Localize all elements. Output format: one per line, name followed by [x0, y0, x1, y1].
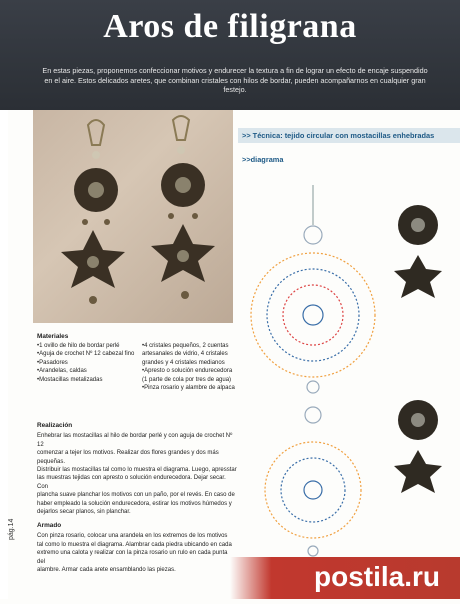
- armado-section: [37, 522, 237, 574]
- page-number: pág.14: [8, 518, 15, 540]
- realizacion-heading: Realización: [37, 422, 73, 429]
- realizacion-line: comenzar a tejer los motivos. Realizar dos flores grandes y dos más pequeñas.: [37, 450, 219, 465]
- materials-item: (1 parte de cola por tres de agua): [142, 376, 232, 383]
- realizacion-line: haber empleado la solución endurecedora, estirar los motivos húmedos y: [37, 500, 232, 507]
- realizacion-line: plancha suave planchar los motivos con un paño, por el revés. En caso de: [37, 492, 235, 499]
- materials-item: •Pasadores: [37, 359, 68, 366]
- armado-line: tal como lo muestra el diagrama. Alambrar cada piedra ubicando en cada: [37, 541, 232, 548]
- armado-line: Con pinza rosario, colocar una arandela en los extremos de los motivos: [37, 533, 228, 540]
- diagram-area: [238, 165, 460, 599]
- armado-line: alambre. Armar cada arete ensamblando las piezas.: [37, 567, 176, 574]
- intro-text: En estas piezas, proponemos confeccionar motivos y endurecer la textura a fin de lograr un efecto de encaje suspendido en el aire. Estos delicados aretes, que combinan cristales con hilos de bordar, pueden acompañarnos en cualquier gran festejo.: [42, 66, 428, 95]
- materials-heading: Materiales: [37, 333, 69, 340]
- materials-item: artesanales de vidrio, 4 cristales: [142, 351, 228, 358]
- materials-section: [37, 333, 237, 392]
- right-earring-image: [151, 116, 215, 299]
- realizacion-section: [37, 422, 237, 516]
- technique-banner: [238, 128, 460, 143]
- realizacion-line: dejarlos secar planos, sin planchar.: [37, 509, 131, 516]
- materials-item: •Apresto o solución endurecedora: [142, 368, 233, 375]
- materials-item: •Aguja de crochet Nº 12 cabezal fino: [37, 351, 135, 358]
- page-title: Aros de filigrana: [103, 8, 357, 45]
- armado-line: extremo una calota y realizar con la pinza rosario un rulo en cada punta del: [37, 550, 228, 565]
- realizacion-line: Distribuir las mostacillas tal como lo muestra el diagrama. Luego, apresstar: [37, 467, 237, 474]
- materials-item: •Pinza rosario y alambre de alpaca: [142, 385, 235, 392]
- materials-item: •4 cristales pequeños, 2 cuentas: [142, 343, 229, 349]
- page-margin: [0, 110, 8, 599]
- materials-item: •1 ovillo de hilo de bordar perlé: [37, 343, 120, 349]
- materials-item: •Arandelas, caldas: [37, 368, 87, 375]
- materials-item: grandes y 4 cristales medianos: [142, 359, 225, 366]
- earrings-photo: [33, 110, 233, 323]
- left-earring-image: [61, 120, 125, 304]
- materials-right-list: [142, 342, 235, 392]
- watermark-text: postila.ru: [313, 561, 440, 592]
- earring-illustrations: [394, 205, 442, 493]
- watermark-banner: [230, 557, 460, 599]
- materials-left-list: [37, 342, 134, 384]
- materials-item: •Mostacillas metalizadas: [37, 376, 103, 383]
- armado-heading: Armado: [37, 522, 62, 529]
- diagram-label: >>diagrama: [242, 155, 284, 164]
- crochet-diagram: [251, 185, 375, 556]
- technique-label: >> Técnica: tejido circular con mostacillas enhebradas: [242, 131, 435, 140]
- realizacion-line: Enhebrar las mostacillas al hilo de bordar perlé y con aguja de crochet Nº 12: [37, 433, 233, 448]
- realizacion-line: las muestras tejidas con apresto o solución endurecedora. Dejar secar. Con: [37, 475, 226, 490]
